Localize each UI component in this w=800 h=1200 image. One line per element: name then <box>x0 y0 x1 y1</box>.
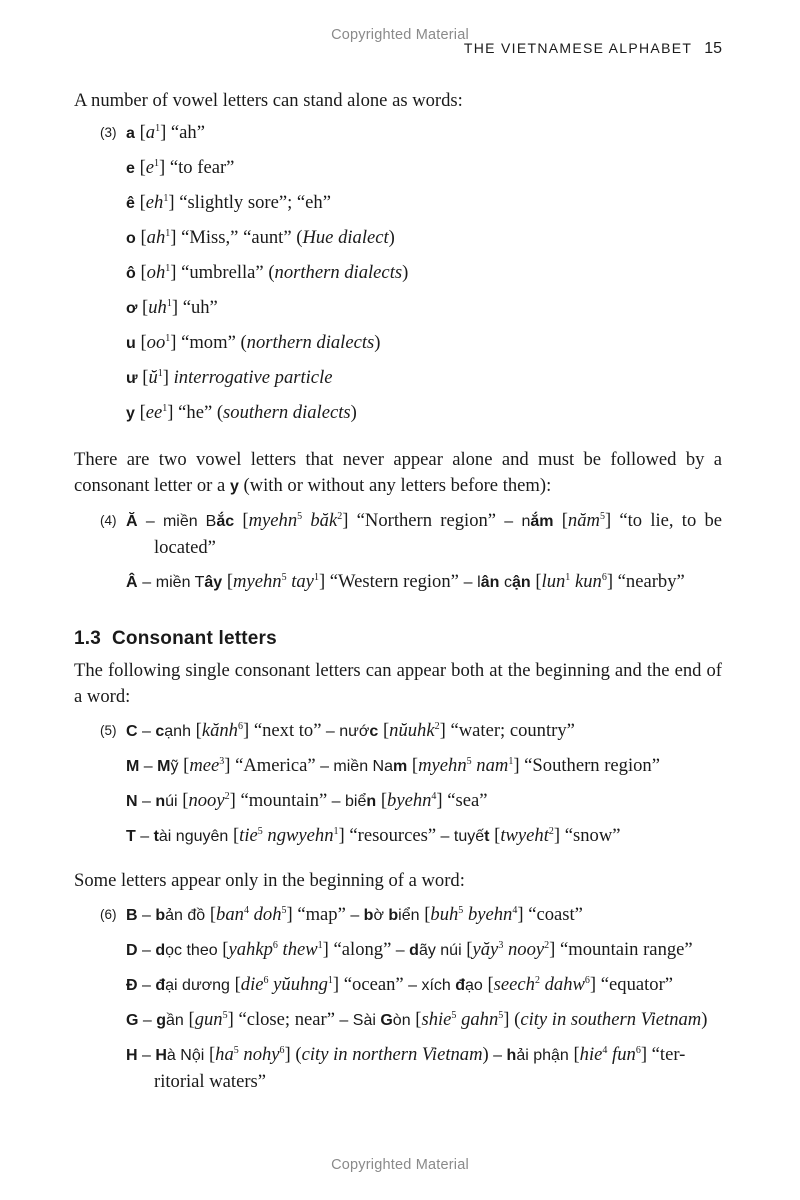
section-number: 1.3 <box>74 628 102 649</box>
dash: – <box>137 977 156 994</box>
word: Sài <box>352 1012 381 1029</box>
word-bold: ắc <box>216 513 235 530</box>
dash: – <box>504 513 514 530</box>
tone-number: 2 <box>224 790 230 802</box>
dash: – <box>391 942 410 959</box>
gloss: “coast” <box>528 904 583 925</box>
pronunciation: yŭuhng <box>273 974 328 995</box>
dash: – <box>327 793 346 810</box>
pron: myehn <box>248 510 298 531</box>
example-3 <box>74 120 722 427</box>
example-number: (3) <box>100 125 117 140</box>
consonant-letter: M <box>126 758 140 775</box>
word: l <box>477 574 481 591</box>
pronunciation: yăy <box>472 939 499 960</box>
dash: – <box>142 574 152 591</box>
letter-a-breve: Ă <box>126 513 138 530</box>
word: biể <box>345 793 367 810</box>
pronunciation: nohy <box>243 1044 280 1065</box>
word: ỹ <box>170 758 179 775</box>
vowel-row: u $[oo^1]$ “mom” (northern dialects) <box>126 332 381 353</box>
gloss: “ah” <box>170 122 205 143</box>
dash: – <box>334 1012 353 1029</box>
vowel-row: ê $[eh^1]$ “slightly sore”; “eh” <box>126 192 331 213</box>
vowel-row: ư $[ŭ^1]$ interrogative particle <box>126 367 333 388</box>
pronunciation: nooy <box>188 790 225 811</box>
gloss: “Southern region” <box>524 755 660 776</box>
gloss: “America” <box>235 755 316 776</box>
section-heading <box>74 626 722 652</box>
tone-number: 1 <box>165 262 171 274</box>
vowel-row: a $[a^1]$ “ah” <box>126 122 205 143</box>
pronunciation: uh <box>148 297 167 318</box>
tone-number: 6 <box>584 974 590 986</box>
gloss: “ocean” <box>343 974 404 995</box>
dash: – <box>135 828 154 845</box>
word-bold: M <box>157 758 171 775</box>
consonant-letter: C <box>126 723 138 740</box>
word: òn <box>392 1012 411 1029</box>
word: miền B <box>162 513 217 530</box>
example-3-list <box>100 120 722 427</box>
tone-number: 5 <box>498 1009 504 1021</box>
word: miền T <box>155 574 205 591</box>
word-bold: m <box>393 758 408 775</box>
pronunciation: nooy <box>507 939 545 960</box>
consonant-row: N – núi [nooy$^2$] “mountain” – biển [byehn$^4$] “sea” <box>126 790 488 811</box>
gloss: “Miss,” “aunt” <box>181 227 292 248</box>
word-bold: c <box>155 723 165 740</box>
dash: – <box>139 758 158 775</box>
word-bold: t <box>484 828 490 845</box>
pronunciation: thew <box>282 939 318 960</box>
tone: 5 <box>599 510 605 522</box>
pronunciation: ha <box>215 1044 234 1065</box>
word: c <box>504 574 513 591</box>
word: úi <box>165 793 178 810</box>
tone-number: 5 <box>451 1009 457 1021</box>
gloss: “mom” <box>181 332 236 353</box>
pron: tay <box>291 571 314 592</box>
pronunciation: fun <box>612 1044 636 1065</box>
copyright-watermark-top: Copyrighted Material <box>331 27 469 43</box>
tone-number: 3 <box>219 755 225 767</box>
word-bold: b <box>363 907 374 924</box>
gloss: “Northern region” <box>356 510 497 531</box>
intro-paragraph: A number of vowel letters can stand alone as words: <box>74 90 463 111</box>
tone: 6 <box>601 571 607 583</box>
tone-number: 1 <box>165 332 171 344</box>
word-bold: ận <box>512 574 531 591</box>
word-bold: đ <box>155 977 166 994</box>
tone-number: 5 <box>222 1009 228 1021</box>
pronunciation: a <box>145 122 156 143</box>
section-title: Consonant letters <box>111 628 277 649</box>
word-bold: t <box>153 828 159 845</box>
running-header <box>464 40 722 58</box>
gloss: interrogative particle <box>173 367 333 388</box>
tone-number: 2 <box>544 939 550 951</box>
pron: lun <box>541 571 566 592</box>
word-bold: ây <box>204 574 223 591</box>
pronunciation: gun <box>194 1009 223 1030</box>
gloss: “uh” <box>182 297 218 318</box>
consonant-letter: D <box>126 942 138 959</box>
pronunciation: e <box>145 157 155 178</box>
paragraph-3: The following single consonant letters can appear both at the beginning and the end of a word: <box>74 660 722 707</box>
tone-number: 1 <box>162 402 168 414</box>
dash: – <box>145 513 155 530</box>
pronunciation: seech <box>493 974 535 995</box>
dash: – <box>137 793 156 810</box>
pronunciation: twyeht <box>500 825 549 846</box>
tone-number: 2 <box>534 974 540 986</box>
example-4 <box>100 508 723 596</box>
tone-number: 5 <box>466 755 472 767</box>
initial-consonant-row: H – Hà Nội [$ha^5$ nohy$^6$] (city in northern Vietnam) – hải phận [hie$^4$ fun$^6$] “ter- ritorial waters” <box>126 1044 686 1092</box>
running-title: THE VIETNAMESE ALPHABET <box>463 40 693 56</box>
gloss: “mountain” <box>240 790 328 811</box>
tone-number: 4 <box>431 790 437 802</box>
dash: – <box>137 907 156 924</box>
gloss: “umbrella” <box>181 262 264 283</box>
gloss: “to lie, to be <box>619 510 723 531</box>
tone-number: 6 <box>263 974 269 986</box>
dash: – <box>488 1047 507 1064</box>
initial-consonant-row: B – bản đồ [ban$^4$ doh$^5$] “map” – bờ biển [buh$^5$ byehn$^4$] “coast” <box>126 904 583 925</box>
tone: 5 <box>297 510 303 522</box>
example-5 <box>100 718 722 850</box>
pronunciation: ban <box>216 904 244 925</box>
word: ờ <box>373 907 389 924</box>
pronunciation: dahw <box>544 974 585 995</box>
vowel-letter: u <box>126 335 136 352</box>
pronunciation: kănh <box>201 720 238 741</box>
pronunciation: shie <box>421 1009 452 1030</box>
consonant-row: T – tài nguyên [tie$^5$ ngwyehn$^1$] “resources” – tuyết [twyeht$^2$] “snow” <box>126 825 621 846</box>
tone: 1 <box>313 571 319 583</box>
gloss: “slightly sore”; “eh” <box>179 192 331 213</box>
consonant-row: C – cạnh [kănh$^6$] “next to” – nước [nŭuhk$^2$] “water; country” <box>126 720 575 741</box>
pronunciation: eh <box>145 192 164 213</box>
word: nướ <box>339 723 370 740</box>
pronunciation: ah <box>146 227 166 248</box>
word: ạnh <box>164 723 191 740</box>
word-bold: G <box>380 1012 393 1029</box>
tone-number: 5 <box>281 904 287 916</box>
gloss: “Western region” <box>329 571 459 592</box>
vowel-letter: ô <box>126 265 136 282</box>
tone-number: 1 <box>166 297 172 309</box>
page-body <box>74 88 722 1095</box>
example-number: (6) <box>100 907 117 922</box>
gloss: “sea” <box>447 790 488 811</box>
pronunciation: mee <box>189 755 220 776</box>
dash: – <box>403 977 422 994</box>
vowel-letter: ơ <box>126 300 138 317</box>
word: ãy núi <box>418 942 462 959</box>
example-4-row-1: Ă – miền Bắc [myehn$^5$ băk$^2$] “Northern region” – nắm [năm$^5$] “to lie, to be located” <box>126 510 723 558</box>
tone-number: 4 <box>602 1044 608 1056</box>
word-bold: ân <box>480 574 500 591</box>
vowel-letter: e <box>126 160 135 177</box>
pronunciation: buh <box>430 904 459 925</box>
pronunciation: gahn <box>461 1009 499 1030</box>
word-bold: d <box>409 942 419 959</box>
tone-number: 3 <box>498 939 504 951</box>
dash: – <box>315 758 334 775</box>
dash: – <box>345 907 364 924</box>
gloss: “to fear” <box>169 157 235 178</box>
vowel-letter: ê <box>126 195 135 212</box>
pronunciation: ŭ <box>148 367 158 388</box>
city-note: city in southern Vietnam <box>520 1009 702 1030</box>
consonant-letter: T <box>126 828 136 845</box>
bold-letter-y: y <box>229 478 239 495</box>
consonant-letter: Đ <box>126 977 138 994</box>
consonant-letter: H <box>126 1047 138 1064</box>
word: ài nguyên <box>158 828 229 845</box>
tone-number: 1 <box>154 157 160 169</box>
consonant-letter: G <box>126 1012 139 1029</box>
gloss: “equator” <box>600 974 674 995</box>
pron: băk <box>310 510 338 531</box>
gloss: “snow” <box>564 825 621 846</box>
example-4-row-2: Â – miền Tây [myehn$^5$ tay$^1$] “Western region” – lân cận [lun$^1$ kun$^6$] “nearby” <box>126 571 685 592</box>
tone-number: 1 <box>165 227 171 239</box>
gloss: “next to” <box>253 720 322 741</box>
word-bold: b <box>388 907 399 924</box>
vowel-row: y $[ee^1]$ “he” (southern dialects) <box>126 402 357 423</box>
word-bold: d <box>155 942 166 959</box>
pronunciation: ee <box>145 402 163 423</box>
pronunciation: byehn <box>467 904 513 925</box>
word-bold: n <box>155 793 166 810</box>
tone-number: 2 <box>548 825 554 837</box>
word-bold: g <box>156 1012 167 1029</box>
dash: – <box>137 1047 156 1064</box>
tone-number: 1 <box>333 825 339 837</box>
tone-number: 6 <box>237 720 243 732</box>
word: à Nội <box>166 1047 205 1064</box>
word-bold: h <box>506 1047 517 1064</box>
word: n <box>521 513 531 530</box>
tone: 2 <box>337 510 343 522</box>
gloss: “water; country” <box>450 720 575 741</box>
pronunciation: yahkp <box>228 939 273 960</box>
dash: – <box>436 828 454 845</box>
tone-number: 6 <box>272 939 278 951</box>
dash: – <box>137 723 156 740</box>
word: ọc theo <box>165 942 218 959</box>
vowel-letter: y <box>126 405 135 422</box>
pronunciation: die <box>240 974 264 995</box>
gloss: “ter- <box>651 1044 686 1065</box>
vowel-row: ơ $[uh^1]$ “uh” <box>126 297 218 318</box>
gloss: “resources” <box>349 825 437 846</box>
word: ạo <box>465 977 483 994</box>
pron: năm <box>567 510 600 531</box>
page-number: 15 <box>704 40 722 57</box>
tone-number: 5 <box>458 904 464 916</box>
consonant-letter: N <box>126 793 138 810</box>
paragraph-2-text-end: (with or without any letters before them): <box>243 475 552 496</box>
vowel-row: ô $[oh^1]$ “umbrella” (northern dialects) <box>126 262 409 283</box>
paragraph-2-text: There are two vowel letters that never appear alone and must be followed by a consonant letter or a <box>74 449 722 496</box>
gloss: “close; near” <box>238 1009 335 1030</box>
tone-number: 1 <box>163 192 169 204</box>
pronunciation: tie <box>239 825 258 846</box>
dialect-note: southern dialects <box>223 402 351 423</box>
dialect-note: Hue dialect <box>302 227 389 248</box>
example-number: (4) <box>100 513 117 528</box>
tone-number: 1 <box>155 122 161 134</box>
pronunciation: hie <box>579 1044 603 1065</box>
dash: – <box>463 574 473 591</box>
tone-number: 6 <box>279 1044 285 1056</box>
pronunciation: ngwyehn <box>267 825 334 846</box>
initial-consonant-row: D – dọc theo [yahkp$^6$ thew$^1$] “along” – dãy núi [yăy$^3$ nooy$^2$] “mountain range” <box>126 939 693 960</box>
gloss: located” <box>154 537 216 558</box>
pron: kun <box>574 571 602 592</box>
word-bold: ắm <box>530 513 554 530</box>
pronunciation: oh <box>146 262 166 283</box>
letter-a-circumflex: Â <box>126 574 138 591</box>
word-bold: đ <box>455 977 466 994</box>
gloss: “nearby” <box>617 571 685 592</box>
word: ải phận <box>516 1047 569 1064</box>
word: tuyế <box>453 828 485 845</box>
vowel-letter: a <box>126 125 135 142</box>
vowel-letter: ư <box>126 370 138 387</box>
tone-number: 4 <box>243 904 249 916</box>
example-6 <box>100 902 722 1095</box>
word: ần <box>166 1012 184 1029</box>
dash: – <box>137 942 156 959</box>
gloss: ritorial waters” <box>154 1071 267 1092</box>
paragraph-2 <box>74 447 722 500</box>
gloss: “he” <box>178 402 213 423</box>
word: iển <box>398 907 420 924</box>
pronunciation: nam <box>476 755 509 776</box>
initial-consonant-row: Đ – đại dương [die$^6$ yŭuhng$^1$] “ocean” – xích đạo [seech$^2$ dahw$^6$] “equator” <box>126 974 674 995</box>
word-bold: H <box>155 1047 167 1064</box>
tone-number: 1 <box>508 755 514 767</box>
pronunciation: oo <box>146 332 166 353</box>
pron: myehn <box>233 571 282 592</box>
word-bold: n <box>366 793 377 810</box>
consonant-letter: B <box>126 907 138 924</box>
tone-number: 5 <box>257 825 263 837</box>
word-bold: b <box>155 907 166 924</box>
pronunciation: doh <box>253 904 282 925</box>
word: xích <box>421 977 456 994</box>
city-note: city in northern Vietnam <box>301 1044 483 1065</box>
tone-number: 4 <box>512 904 518 916</box>
word: ại dương <box>165 977 230 994</box>
copyright-watermark-bottom: Copyrighted Material <box>331 1157 469 1173</box>
tone: 5 <box>281 571 287 583</box>
gloss: “mountain range” <box>559 939 693 960</box>
tone-number: 1 <box>317 939 323 951</box>
tone-number: 1 <box>327 974 333 986</box>
pronunciation: nŭuhk <box>389 720 435 741</box>
initial-consonant-row: G – gần [gun$^5$] “close; near” – Sài Gòn [shie$^5$ gahn$^5$] (city in southern Vietnam) <box>126 1009 708 1030</box>
example-number: (5) <box>100 723 117 738</box>
dialect-note: northern dialects <box>274 262 403 283</box>
dash: – <box>138 1012 157 1029</box>
pronunciation: myehn <box>418 755 467 776</box>
vowel-letter: o <box>126 230 136 247</box>
pronunciation: byehn <box>387 790 432 811</box>
tone-number: 6 <box>635 1044 641 1056</box>
word: ản đồ <box>165 907 206 924</box>
dash: – <box>321 723 340 740</box>
tone-number: 2 <box>434 720 440 732</box>
word: miền Na <box>333 758 393 775</box>
tone-number: 1 <box>157 367 163 379</box>
consonant-row: M – Mỹ [mee$^3$] “America” – miền Nam [myehn$^5$ nam$^1$] “Southern region” <box>126 755 660 776</box>
tone: 1 <box>565 571 571 583</box>
paragraph-4: Some letters appear only in the beginning of a word: <box>74 870 465 891</box>
vowel-row: o $[ah^1]$ “Miss,” “aunt” (Hue dialect) <box>126 227 395 248</box>
vowel-row: e $[e^1]$ “to fear” <box>126 157 235 178</box>
word-bold: c <box>369 723 379 740</box>
dialect-note: northern dialects <box>246 332 375 353</box>
gloss: “map” <box>297 904 346 925</box>
gloss: “along” <box>333 939 392 960</box>
tone-number: 5 <box>233 1044 239 1056</box>
